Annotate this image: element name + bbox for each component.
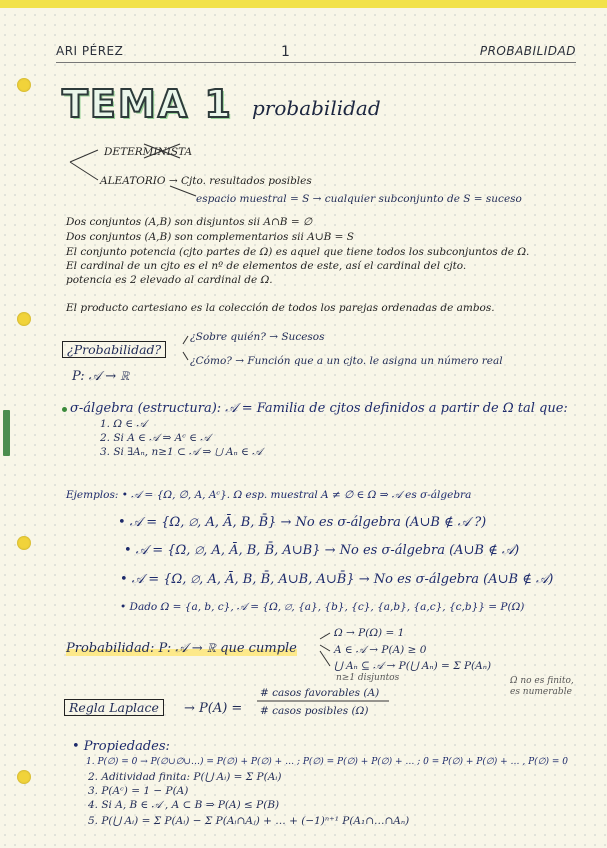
- probability-question-box: ¿Probabilidad?: [62, 341, 166, 358]
- author-name: ARI PÉREZ: [56, 44, 124, 58]
- page-number: 1: [281, 44, 291, 60]
- laplace-numerator: # casos favorables (A): [260, 687, 380, 699]
- bullet-icon: [62, 407, 67, 412]
- properties-heading: • Propiedades:: [72, 739, 170, 754]
- page-title: TEMA 1: [62, 82, 233, 126]
- question-who: ¿Sobre quién? → Sucesos: [190, 331, 325, 343]
- sigma-algebra-heading: σ-álgebra (estructura): 𝒜 = Familia de cjtos definidos a partir de Ω tal que:: [70, 401, 568, 416]
- def-cardinal: El cardinal de un cjto es el nº de elementos de este, así el cardinal del cjto.: [66, 260, 467, 272]
- def-cartesian: El producto cartesiano es la colección de todos los parejas ordenadas de ambos.: [66, 302, 495, 314]
- laplace-rule-box: Regla Laplace: [64, 699, 164, 716]
- random-label: ALEATORIO → Cjto. resultados posibles: [100, 175, 312, 187]
- property-5: 5. P(⋃ Aᵢ) = Σ P(Aᵢ) − Σ P(Aᵢ∩Aⱼ) + … + (−1)ⁿ⁺¹ P(A₁∩…∩Aₙ): [88, 815, 410, 827]
- example-line: • 𝒜 = {Ω, ∅, A, Ā, B, B̄} → No es σ-álgebra (A∪B ∉ 𝒜 ?): [118, 515, 487, 530]
- example-line: Ejemplos: • 𝒜 = {Ω, ∅, A, Aᶜ}. Ω esp. muestral A ≠ ∅ ∈ Ω ⇒ 𝒜 es σ-álgebra: [66, 489, 472, 501]
- prob-mapping: P: 𝒜 → ℝ: [72, 369, 130, 384]
- example-line: • Dado Ω = {a, b, c}, 𝒜 = {Ω, ∅, {a}, {b}, {c}, {a,b}, {a,c}, {c,b}} = P(Ω): [120, 601, 525, 613]
- axiom-1: Ω → P(Ω) = 1: [334, 627, 405, 639]
- axiom-2: A ∈ 𝒜 → P(A) ≥ 0: [334, 644, 427, 656]
- axiom-3-subscript: n≥1 disjuntos: [336, 673, 400, 683]
- example-line: • 𝒜 = {Ω, ∅, A, Ā, B, B̄, A∪B, A∪B̄} → No es σ-álgebra (A∪B ∉ 𝒜): [120, 572, 554, 587]
- def-power-set: El conjunto potencia (cjto partes de Ω) es aquel que tiene todos los subconjuntos de Ω.: [66, 246, 530, 258]
- axiom-3: ⋃ Aₙ ⊆ 𝒜 → P(⋃ Aₙ) = Σ P(Aₙ): [334, 660, 492, 672]
- sigma-rule-2: 2. Si A ∈ 𝒜 ⇒ Aᶜ ∈ 𝒜: [100, 432, 211, 444]
- example-line: • 𝒜 = {Ω, ∅, A, Ā, B, B̄, A∪B} → No es σ-álgebra (A∪B ∉ 𝒜): [124, 543, 520, 558]
- side-note-2: es numerable: [510, 687, 572, 697]
- property-2: 2. Aditividad finita: P(⋃ Aᵢ) = Σ P(Aᵢ): [88, 771, 282, 783]
- side-note-1: Ω no es finito,: [510, 676, 574, 686]
- probability-definition: Probabilidad: P: 𝒜 → ℝ que cumple: [66, 641, 297, 656]
- page-subtitle: probabilidad: [252, 96, 381, 120]
- property-4: 4. Si A, B ∈ 𝒜 , A ⊂ B ⇒ P(A) ≤ P(B): [88, 799, 280, 811]
- sigma-rule-1: 1. Ω ∈ 𝒜: [100, 418, 147, 430]
- sample-space-line: espacio muestral = S → cualquier subconjunto de S = suceso: [196, 193, 522, 205]
- property-3: 3. P(Aᶜ) = 1 − P(A): [88, 785, 189, 797]
- laplace-lhs: → P(A) =: [184, 701, 243, 716]
- def-disjoint: Dos conjuntos (A,B) son disjuntos sii A∩B = ∅: [66, 216, 313, 228]
- laplace-denominator: # casos posibles (Ω): [260, 705, 369, 717]
- sigma-rule-3: 3. Si ∃Aₙ, n≥1 ⊂ 𝒜 ⇒ ⋃ Aₙ ∈ 𝒜: [100, 446, 263, 458]
- def-complementary: Dos conjuntos (A,B) son complementarios sii A∪B = S: [66, 231, 354, 243]
- def-cardinal-cont: potencia es 2 elevado al cardinal de Ω.: [66, 274, 273, 286]
- property-1: 1. P(∅) = 0 → P(∅∪∅∪…) = P(∅) + P(∅) + … ; P(∅) = P(∅) + P(∅) + … ; 0 = P(∅) + P(∅) + … , P(∅) = 0: [86, 757, 568, 767]
- subject-label: PROBABILIDAD: [479, 44, 576, 58]
- question-how: ¿Cómo? → Función que a un cjto. le asigna un número real: [190, 355, 503, 367]
- deterministic-label: DETERMINISTA: [104, 146, 193, 158]
